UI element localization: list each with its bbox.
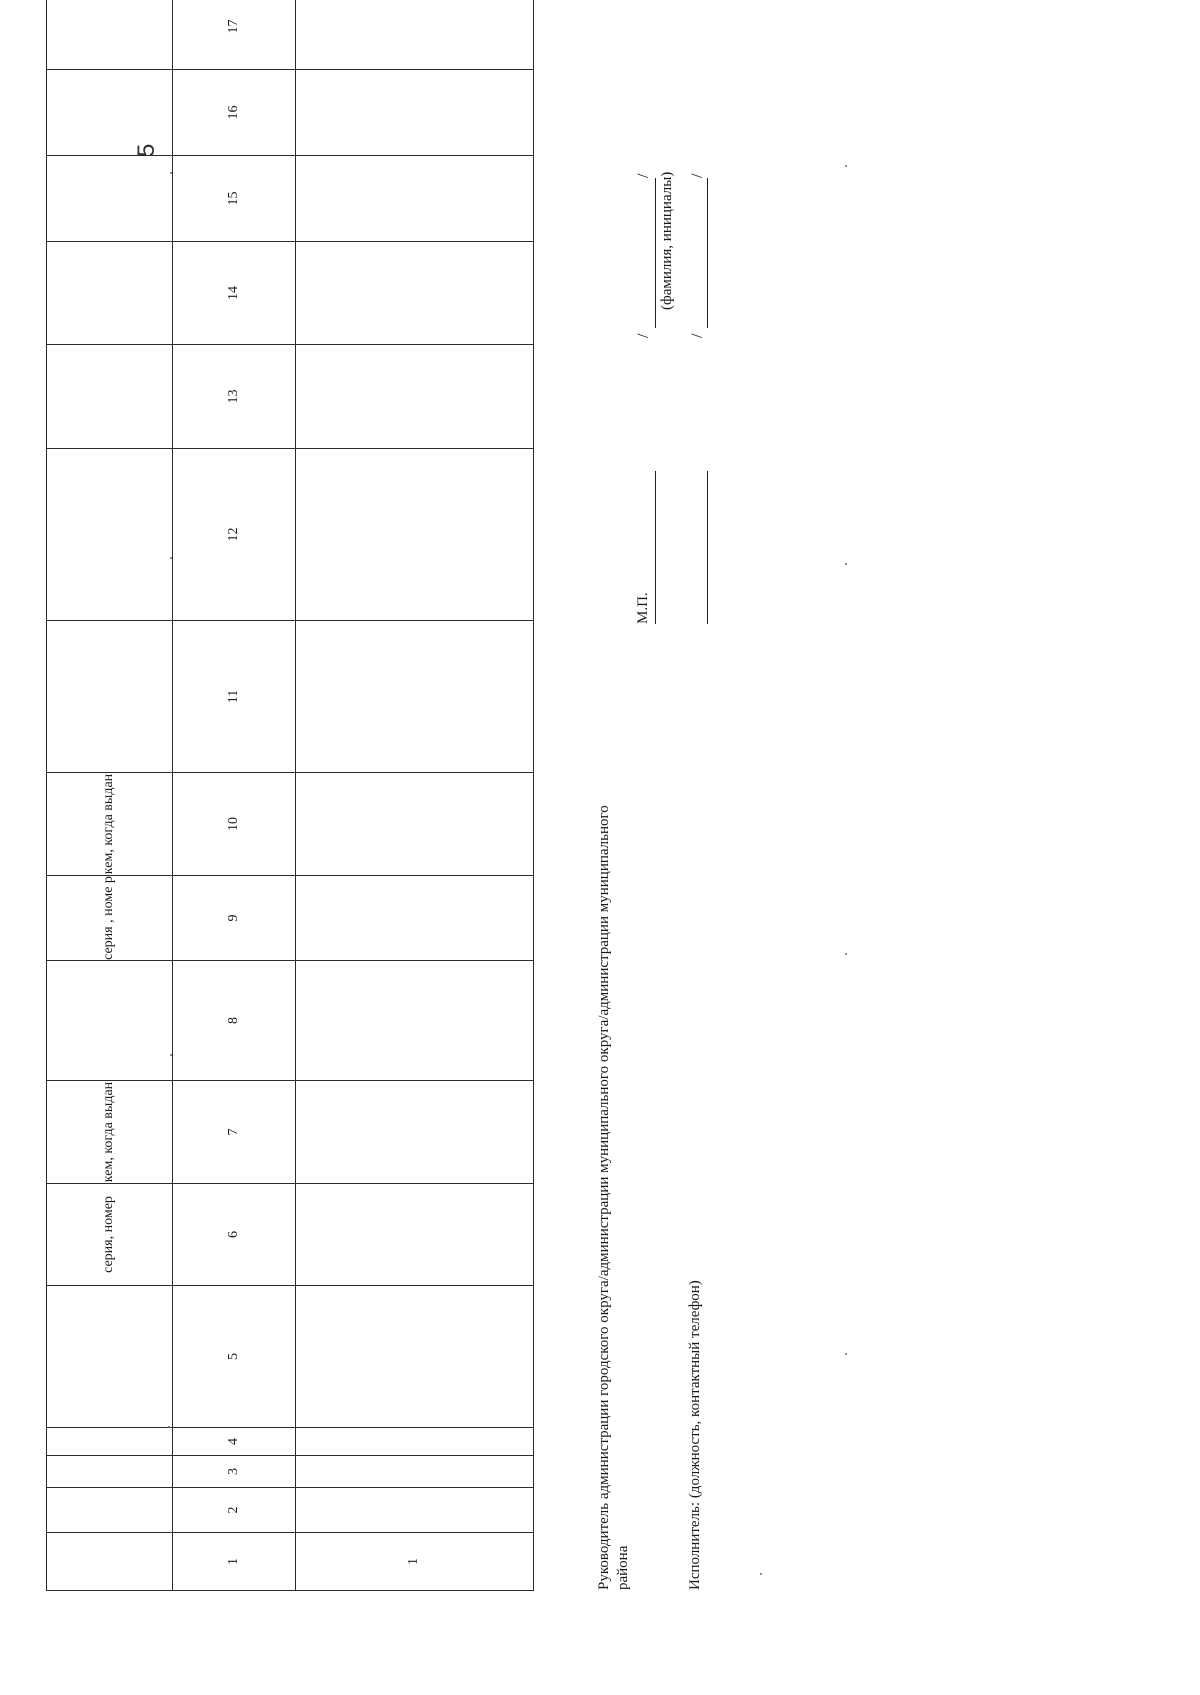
table-cell bbox=[295, 876, 533, 961]
column-number: 16 bbox=[172, 70, 295, 156]
table-cell bbox=[295, 1428, 533, 1456]
header-cell-4 bbox=[47, 1428, 173, 1456]
table-cell bbox=[295, 1456, 533, 1488]
header-cell-12 bbox=[47, 449, 173, 621]
column-number: 1 bbox=[172, 1533, 295, 1591]
table-cell bbox=[295, 449, 533, 621]
column-number: 9 bbox=[172, 876, 295, 961]
row-sequence-number: 1 bbox=[295, 1533, 533, 1591]
table-cell bbox=[295, 345, 533, 449]
header-cell-9: серия , номе р bbox=[47, 876, 173, 961]
header-cell-14 bbox=[47, 242, 173, 345]
table-cell bbox=[295, 70, 533, 156]
table-cell bbox=[295, 242, 533, 345]
column-number: 17 bbox=[172, 0, 295, 70]
signature-line bbox=[655, 471, 656, 624]
header-cell-13 bbox=[47, 345, 173, 449]
table-cell bbox=[295, 1184, 533, 1286]
table-cell bbox=[295, 1081, 533, 1184]
table-cell bbox=[295, 1488, 533, 1533]
header-cell-2 bbox=[47, 1488, 173, 1533]
table-header-row bbox=[47, 0, 173, 1591]
column-number-row bbox=[172, 0, 295, 1591]
column-number: 13 bbox=[172, 345, 295, 449]
column-number: 11 bbox=[172, 621, 295, 773]
slash-mark: / bbox=[689, 333, 706, 338]
slash-mark: / bbox=[689, 173, 706, 178]
header-cell-7: кем, когда выдан bbox=[47, 1081, 173, 1184]
table-cell bbox=[295, 621, 533, 773]
signature-block bbox=[595, 130, 725, 1590]
header-cell-15 bbox=[47, 156, 173, 242]
executor-line bbox=[707, 471, 708, 624]
executor-label: Исполнитель: (должность, контактный телефон) bbox=[687, 1280, 703, 1590]
slash-mark: / bbox=[635, 173, 652, 178]
column-number: 14 bbox=[172, 242, 295, 345]
column-number: 3 bbox=[172, 1456, 295, 1488]
table-cell bbox=[295, 1286, 533, 1428]
header-cell-1 bbox=[47, 1533, 173, 1591]
name-caption: (фамилия, инициалы) bbox=[659, 171, 675, 310]
name-line bbox=[655, 178, 656, 328]
table-row bbox=[295, 0, 533, 1591]
header-cell-6: серия, номер bbox=[47, 1184, 173, 1286]
header-cell-16 bbox=[47, 70, 173, 156]
executor-name-line bbox=[707, 178, 708, 328]
register-table bbox=[46, 0, 534, 1591]
header-cell-10: кем, когда выдан bbox=[47, 773, 173, 876]
column-number: 8 bbox=[172, 961, 295, 1081]
header-cell-5 bbox=[47, 1286, 173, 1428]
page-number: 5 bbox=[133, 143, 160, 157]
header-cell-11 bbox=[47, 621, 173, 773]
column-number: 4 bbox=[172, 1428, 295, 1456]
header-cell-17 bbox=[47, 0, 173, 70]
column-number: 5 bbox=[172, 1286, 295, 1428]
column-number: 2 bbox=[172, 1488, 295, 1533]
head-title: Руководитель администрации городского округа/администрации муниципального округа/администрации муниципального района bbox=[596, 805, 631, 1590]
stamp-label: М.П. bbox=[635, 592, 651, 624]
header-cell-8 bbox=[47, 961, 173, 1081]
column-number: 6 bbox=[172, 1184, 295, 1286]
table-cell bbox=[295, 0, 533, 70]
column-number: 7 bbox=[172, 1081, 295, 1184]
table-cell bbox=[295, 156, 533, 242]
column-number: 10 bbox=[172, 773, 295, 876]
column-number: 15 bbox=[172, 156, 295, 242]
header-cell-3 bbox=[47, 1456, 173, 1488]
slash-mark: / bbox=[635, 333, 652, 338]
table-cell bbox=[295, 773, 533, 876]
table-cell bbox=[295, 961, 533, 1081]
column-number: 12 bbox=[172, 449, 295, 621]
